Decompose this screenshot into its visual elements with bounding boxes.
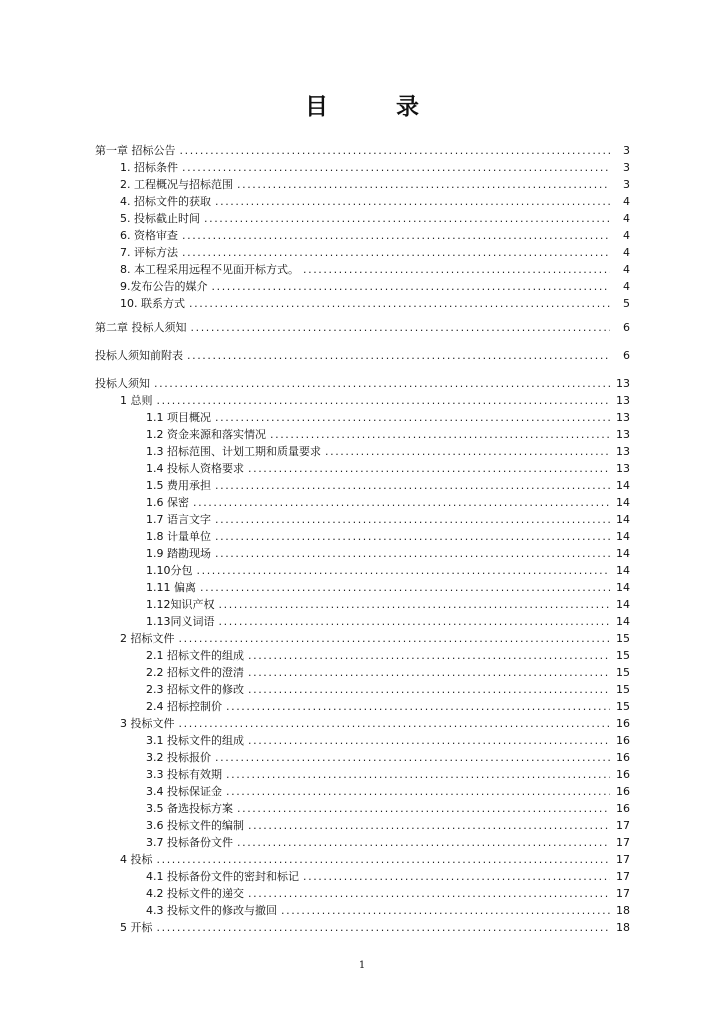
toc-leader-dots <box>191 319 611 336</box>
toc-entry-page: 13 <box>616 377 630 390</box>
toc-entry-page: 14 <box>616 581 630 594</box>
toc-entry[interactable] <box>120 919 630 936</box>
toc-entry-page: 17 <box>616 887 630 900</box>
toc-entry-label: 2.4 招标控制价 <box>146 700 222 713</box>
toc-leader-dots <box>215 528 610 545</box>
toc-entry-label: 1. 招标条件 <box>120 161 178 174</box>
toc-entry[interactable] <box>95 319 630 336</box>
toc-leader-dots <box>248 817 610 834</box>
toc-leader-dots <box>270 426 610 443</box>
toc-entry-page: 14 <box>616 547 630 560</box>
toc-entry-page: 3 <box>623 178 630 191</box>
toc-entry[interactable] <box>120 176 630 193</box>
toc-entry[interactable] <box>146 783 630 800</box>
toc-entry[interactable] <box>146 902 630 919</box>
toc-entry[interactable] <box>146 511 630 528</box>
toc-leader-dots <box>179 715 611 732</box>
toc-entry-label: 2 招标文件 <box>120 632 175 645</box>
toc-entry-label: 4.1 投标备份文件的密封和标记 <box>146 870 299 883</box>
toc-entry-page: 18 <box>616 904 630 917</box>
page-number: 1 <box>358 960 366 971</box>
toc-entry[interactable] <box>120 244 630 261</box>
toc-entry-page: 13 <box>616 445 630 458</box>
toc-entry-page: 17 <box>616 819 630 832</box>
toc-entry[interactable] <box>146 579 630 596</box>
toc-entry-page: 3 <box>623 144 630 157</box>
toc-entry[interactable] <box>146 681 630 698</box>
toc-entry[interactable] <box>120 159 630 176</box>
toc-entry-label: 3.6 投标文件的编制 <box>146 819 244 832</box>
toc-entry[interactable] <box>146 596 630 613</box>
toc-entry-page: 14 <box>616 496 630 509</box>
toc-leader-dots <box>215 193 610 210</box>
toc-entry-label: 1.5 费用承担 <box>146 479 211 492</box>
toc-entry-page: 13 <box>616 411 630 424</box>
toc-leader-dots <box>187 347 610 364</box>
toc-entry[interactable] <box>120 851 630 868</box>
toc-leader-dots <box>248 647 610 664</box>
toc-entry-page: 14 <box>616 615 630 628</box>
toc-leader-dots <box>157 919 611 936</box>
toc-leader-dots <box>248 732 610 749</box>
toc-entry-label: 1.3 招标范围、计划工期和质量要求 <box>146 445 321 458</box>
toc-leader-dots <box>197 562 611 579</box>
toc-entry[interactable] <box>120 715 630 732</box>
toc-entry-label: 4.3 投标文件的修改与撤回 <box>146 904 277 917</box>
toc-leader-dots <box>154 375 610 392</box>
toc-leader-dots <box>204 210 610 227</box>
toc-entry-page: 16 <box>616 802 630 815</box>
toc-entry-page: 14 <box>616 479 630 492</box>
toc-entry-label: 3.2 投标报价 <box>146 751 211 764</box>
toc-entry-label: 投标人须知 <box>95 377 150 390</box>
toc-entry-page: 3 <box>623 161 630 174</box>
toc-entry[interactable] <box>146 426 630 443</box>
toc-entry[interactable] <box>146 817 630 834</box>
toc-leader-dots <box>157 851 611 868</box>
toc-leader-dots <box>281 902 610 919</box>
toc-entry-label: 1.10分包 <box>146 564 193 577</box>
toc-leader-dots <box>179 630 611 647</box>
toc-leader-dots <box>193 494 610 511</box>
toc-entry-label: 1.9 踏勘现场 <box>146 547 211 560</box>
toc-entry-label: 10. 联系方式 <box>120 297 185 310</box>
toc-leader-dots <box>248 460 610 477</box>
toc-entry[interactable] <box>146 766 630 783</box>
toc-leader-dots <box>200 579 610 596</box>
toc-entry-page: 15 <box>616 632 630 645</box>
toc-leader-dots <box>215 545 610 562</box>
toc-entry-page: 17 <box>616 870 630 883</box>
toc-leader-dots <box>303 261 610 278</box>
toc-entry[interactable] <box>120 261 630 278</box>
toc-leader-dots <box>303 868 610 885</box>
toc-entry-page: 15 <box>616 700 630 713</box>
toc-entry[interactable] <box>146 528 630 545</box>
toc-entry-page: 4 <box>623 195 630 208</box>
toc-entry-page: 4 <box>623 280 630 293</box>
toc-entry-label: 1.11 偏离 <box>146 581 196 594</box>
toc-leader-dots <box>180 142 611 159</box>
toc-entry-page: 6 <box>623 349 630 362</box>
toc-entry-page: 15 <box>616 683 630 696</box>
toc-entry[interactable] <box>95 375 630 392</box>
toc-leader-dots <box>237 834 610 851</box>
toc-entry-label: 1.1 项目概况 <box>146 411 211 424</box>
toc-entry[interactable] <box>95 142 630 159</box>
toc-entry-label: 第一章 招标公告 <box>95 144 176 157</box>
toc-entry-label: 5. 投标截止时间 <box>120 212 200 225</box>
toc-leader-dots <box>182 159 610 176</box>
toc-entry[interactable] <box>146 868 630 885</box>
toc-entry-label: 1.13同义词语 <box>146 615 215 628</box>
toc-entry-label: 1.4 投标人资格要求 <box>146 462 244 475</box>
toc-entry-page: 14 <box>616 598 630 611</box>
toc-entry-label: 1.8 计量单位 <box>146 530 211 543</box>
toc-entry-label: 3.4 投标保证金 <box>146 785 222 798</box>
toc-entry-label: 5 开标 <box>120 921 153 934</box>
toc-leader-dots <box>226 766 610 783</box>
toc-leader-dots <box>189 295 610 312</box>
toc-entry[interactable] <box>146 885 630 902</box>
toc-entry-page: 16 <box>616 751 630 764</box>
toc-entry-label: 3.3 投标有效期 <box>146 768 222 781</box>
toc-entry[interactable] <box>120 630 630 647</box>
toc-entry[interactable] <box>146 409 630 426</box>
toc-entry-label: 3.7 投标备份文件 <box>146 836 233 849</box>
toc-entry-label: 6. 资格审查 <box>120 229 178 242</box>
toc-leader-dots <box>182 227 610 244</box>
toc-leader-dots <box>219 613 611 630</box>
toc-entry[interactable] <box>146 664 630 681</box>
toc-entry[interactable] <box>120 392 630 409</box>
toc-entry[interactable] <box>146 698 630 715</box>
toc-entry[interactable] <box>146 477 630 494</box>
toc-entry-page: 13 <box>616 462 630 475</box>
toc-entry-label: 投标人须知前附表 <box>95 349 183 362</box>
toc-entry-page: 14 <box>616 564 630 577</box>
toc-entry-label: 9.发布公告的媒介 <box>120 280 208 293</box>
toc-entry[interactable] <box>95 347 630 364</box>
toc-entry-label: 4. 招标文件的获取 <box>120 195 211 208</box>
toc-entry-page: 4 <box>623 246 630 259</box>
toc-entry[interactable] <box>146 545 630 562</box>
toc-leader-dots <box>215 477 610 494</box>
toc-entry-page: 15 <box>616 649 630 662</box>
toc-entry-label: 2.2 招标文件的澄清 <box>146 666 244 679</box>
toc-entry-label: 1.2 资金来源和落实情况 <box>146 428 266 441</box>
toc-entry-label: 2.1 招标文件的组成 <box>146 649 244 662</box>
toc-leader-dots <box>215 409 610 426</box>
toc-leader-dots <box>325 443 610 460</box>
toc-entry-page: 16 <box>616 717 630 730</box>
toc-entry-label: 2.3 招标文件的修改 <box>146 683 244 696</box>
toc-entry-label: 8. 本工程采用远程不见面开标方式。 <box>120 263 299 276</box>
toc-leader-dots <box>237 800 610 817</box>
toc-leader-dots <box>157 392 611 409</box>
toc-entry-page: 4 <box>623 229 630 242</box>
toc-entry[interactable] <box>146 647 630 664</box>
toc-leader-dots <box>248 664 610 681</box>
toc-entry-page: 18 <box>616 921 630 934</box>
toc-entry[interactable] <box>146 562 630 579</box>
toc-entry-label: 1.12知识产权 <box>146 598 215 611</box>
toc-entry[interactable] <box>146 613 630 630</box>
toc-leader-dots <box>215 749 610 766</box>
toc-entry[interactable] <box>120 278 630 295</box>
toc-leader-dots <box>212 278 611 295</box>
toc-entry[interactable] <box>146 460 630 477</box>
toc-entry-page: 14 <box>616 530 630 543</box>
toc-entry-label: 4.2 投标文件的递交 <box>146 887 244 900</box>
toc-leader-dots <box>248 885 610 902</box>
toc-leader-dots <box>219 596 611 613</box>
toc-entry-label: 第二章 投标人须知 <box>95 321 187 334</box>
toc-entry-page: 16 <box>616 785 630 798</box>
toc-entry-page: 5 <box>623 297 630 310</box>
toc-entry-page: 14 <box>616 513 630 526</box>
toc-entry[interactable] <box>146 732 630 749</box>
page-title: 目 录 <box>304 93 449 120</box>
toc-entry-label: 3.5 备选投标方案 <box>146 802 233 815</box>
toc-entry[interactable] <box>146 443 630 460</box>
toc-entry-label: 1.6 保密 <box>146 496 189 509</box>
toc-entry-label: 2. 工程概况与招标范围 <box>120 178 233 191</box>
toc-entry-label: 1 总则 <box>120 394 153 407</box>
toc-entry-page: 16 <box>616 734 630 747</box>
toc-entry-label: 4 投标 <box>120 853 153 866</box>
toc-leader-dots <box>237 176 610 193</box>
toc-entry-label: 3.1 投标文件的组成 <box>146 734 244 747</box>
toc-entry-page: 15 <box>616 666 630 679</box>
toc-entry-page: 17 <box>616 853 630 866</box>
toc-entry[interactable] <box>146 749 630 766</box>
toc-entry[interactable] <box>120 295 630 312</box>
toc-entry-label: 1.7 语言文字 <box>146 513 211 526</box>
toc-leader-dots <box>226 783 610 800</box>
toc-entry-label: 7. 评标方法 <box>120 246 178 259</box>
toc-entry[interactable] <box>146 800 630 817</box>
toc-entry[interactable] <box>120 193 630 210</box>
toc-entry[interactable] <box>146 834 630 851</box>
toc-entry-page: 17 <box>616 836 630 849</box>
toc-entry-page: 16 <box>616 768 630 781</box>
toc-entry[interactable] <box>146 494 630 511</box>
toc-entry-page: 13 <box>616 394 630 407</box>
toc-leader-dots <box>226 698 610 715</box>
toc-entry-page: 4 <box>623 212 630 225</box>
toc-entry-page: 4 <box>623 263 630 276</box>
toc-leader-dots <box>215 511 610 528</box>
toc-entry-page: 6 <box>623 321 630 334</box>
toc-leader-dots <box>182 244 610 261</box>
toc-entry[interactable] <box>120 210 630 227</box>
toc-leader-dots <box>248 681 610 698</box>
toc-entry-label: 3 投标文件 <box>120 717 175 730</box>
toc-entry-page: 13 <box>616 428 630 441</box>
toc-entry[interactable] <box>120 227 630 244</box>
